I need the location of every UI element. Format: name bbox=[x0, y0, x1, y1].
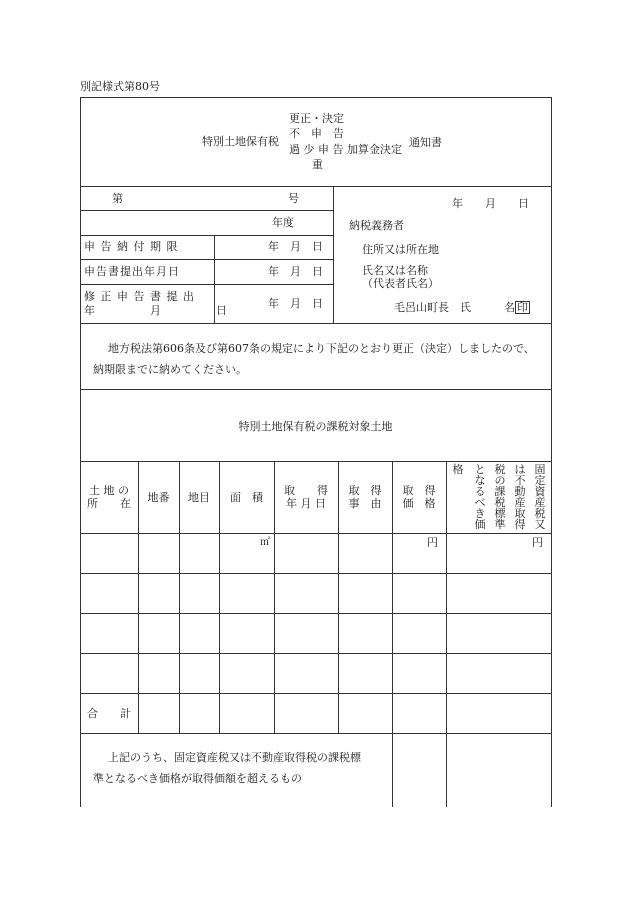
frame-right bbox=[551, 97, 552, 807]
vertical-char: 又 bbox=[534, 518, 546, 531]
taxpayer-label: 納税義務者 bbox=[349, 219, 404, 232]
vertical-char: な bbox=[474, 474, 486, 487]
vertical-char: 課 bbox=[494, 485, 506, 498]
number-suffix: 号 bbox=[288, 192, 299, 205]
form-number: 別記様式第80号 bbox=[80, 80, 160, 93]
frame-left bbox=[80, 97, 81, 807]
kind-no-return: 不 申 告 bbox=[289, 127, 344, 140]
seal-mark: 印 bbox=[517, 301, 528, 314]
kind-under-return: 過 少 申 告 bbox=[289, 143, 344, 156]
payment-deadline-date: 年 月 日 bbox=[268, 240, 323, 253]
footnote-line-2: 準となるべき価格が取得価額を超えるもの bbox=[93, 772, 302, 785]
vertical-char: 標 bbox=[494, 507, 506, 520]
vertical-char: 取 bbox=[514, 507, 526, 520]
unit-square-meters: ㎡ bbox=[260, 537, 270, 548]
number-prefix: 第 bbox=[112, 192, 123, 205]
kind-amend-decision: 更正・決定 bbox=[289, 112, 344, 125]
amended-filing-label: 修 正 申 告 書 提 出 bbox=[84, 290, 195, 303]
col-acquisition-price: 取 得 価 格 bbox=[402, 484, 436, 510]
filing-date-label: 申告書提出年月日 bbox=[84, 265, 180, 278]
representative-label: （代表者氏名） bbox=[362, 277, 439, 290]
name-label: 氏名又は名称 bbox=[362, 264, 428, 277]
vertical-char: 定 bbox=[534, 474, 546, 487]
address-label: 住所又は所在地 bbox=[362, 243, 439, 256]
col-standard-price-text-5 bbox=[451, 464, 465, 475]
col-lot-number: 地番 bbox=[147, 491, 170, 504]
amended-filing-label-2: 年 月 日 bbox=[84, 304, 227, 317]
vertical-char: 税 bbox=[494, 496, 506, 509]
vertical-char: る bbox=[474, 485, 486, 498]
land-table-title: 特別土地保有税の課税対象土地 bbox=[238, 420, 393, 433]
col-land-category: 地目 bbox=[188, 491, 210, 504]
vertical-char: 準 bbox=[494, 518, 506, 531]
col-standard-price-text-4 bbox=[473, 464, 487, 530]
vertical-char: 税 bbox=[534, 507, 546, 520]
col-standard-price-text-3 bbox=[493, 464, 507, 530]
tax-name: 特別土地保有税 bbox=[202, 135, 279, 148]
surcharge-decision: 加算金決定 bbox=[347, 143, 402, 156]
vertical-char: べ bbox=[474, 496, 486, 509]
notice-date: 年 月 日 bbox=[452, 197, 529, 210]
notice-text-line-2: 納期限までに納めてください。 bbox=[93, 363, 247, 376]
vertical-char: 動 bbox=[514, 485, 526, 498]
vertical-char: 資 bbox=[534, 485, 546, 498]
payment-deadline-label: 申 告 納 付 期 限 bbox=[84, 240, 179, 253]
mayor-name: 毛呂山町長 氏 名 印 bbox=[394, 301, 528, 314]
col-acquisition-reason: 取 得 事 由 bbox=[348, 484, 382, 510]
footnote-line-1: 上記のうち、固定資産税又は不動産取得税の課税標 bbox=[108, 751, 361, 764]
frame-top bbox=[80, 97, 551, 98]
vertical-char: 産 bbox=[514, 496, 526, 509]
col-location: 土 地 の 所 在 bbox=[87, 484, 131, 510]
col-area: 面 積 bbox=[230, 491, 263, 504]
notice-suffix: 通知書 bbox=[409, 136, 442, 149]
vertical-char: き bbox=[474, 507, 486, 520]
vertical-char: 格 bbox=[452, 463, 464, 476]
fiscal-year: 年度 bbox=[272, 216, 294, 229]
vertical-char: 固 bbox=[534, 463, 546, 476]
vertical-char: と bbox=[474, 463, 486, 476]
vertical-char: 不 bbox=[514, 474, 526, 487]
col-standard-price-text-1 bbox=[533, 464, 547, 530]
filing-date: 年 月 日 bbox=[268, 265, 323, 278]
unit-yen-standard: 円 bbox=[532, 536, 543, 549]
amended-filing-date: 年 月 日 bbox=[268, 297, 323, 310]
vertical-char: 産 bbox=[534, 496, 546, 509]
vertical-char: 価 bbox=[474, 518, 486, 531]
vertical-char: 税 bbox=[494, 463, 506, 476]
notice-text-line-1: 地方税法第606条及び第607条の規定により下記のとおり更正（決定）しましたので、 bbox=[108, 342, 535, 355]
kind-heavy: 重 bbox=[312, 158, 323, 171]
vertical-char: 得 bbox=[514, 518, 526, 531]
total-label: 合 計 bbox=[87, 707, 131, 720]
vertical-char: は bbox=[514, 463, 526, 476]
col-acquisition-date: 取 得 年 月 日 bbox=[284, 484, 328, 510]
vertical-char: の bbox=[494, 474, 506, 487]
unit-yen-price: 円 bbox=[427, 536, 438, 549]
col-standard-price-text-2 bbox=[513, 464, 527, 530]
